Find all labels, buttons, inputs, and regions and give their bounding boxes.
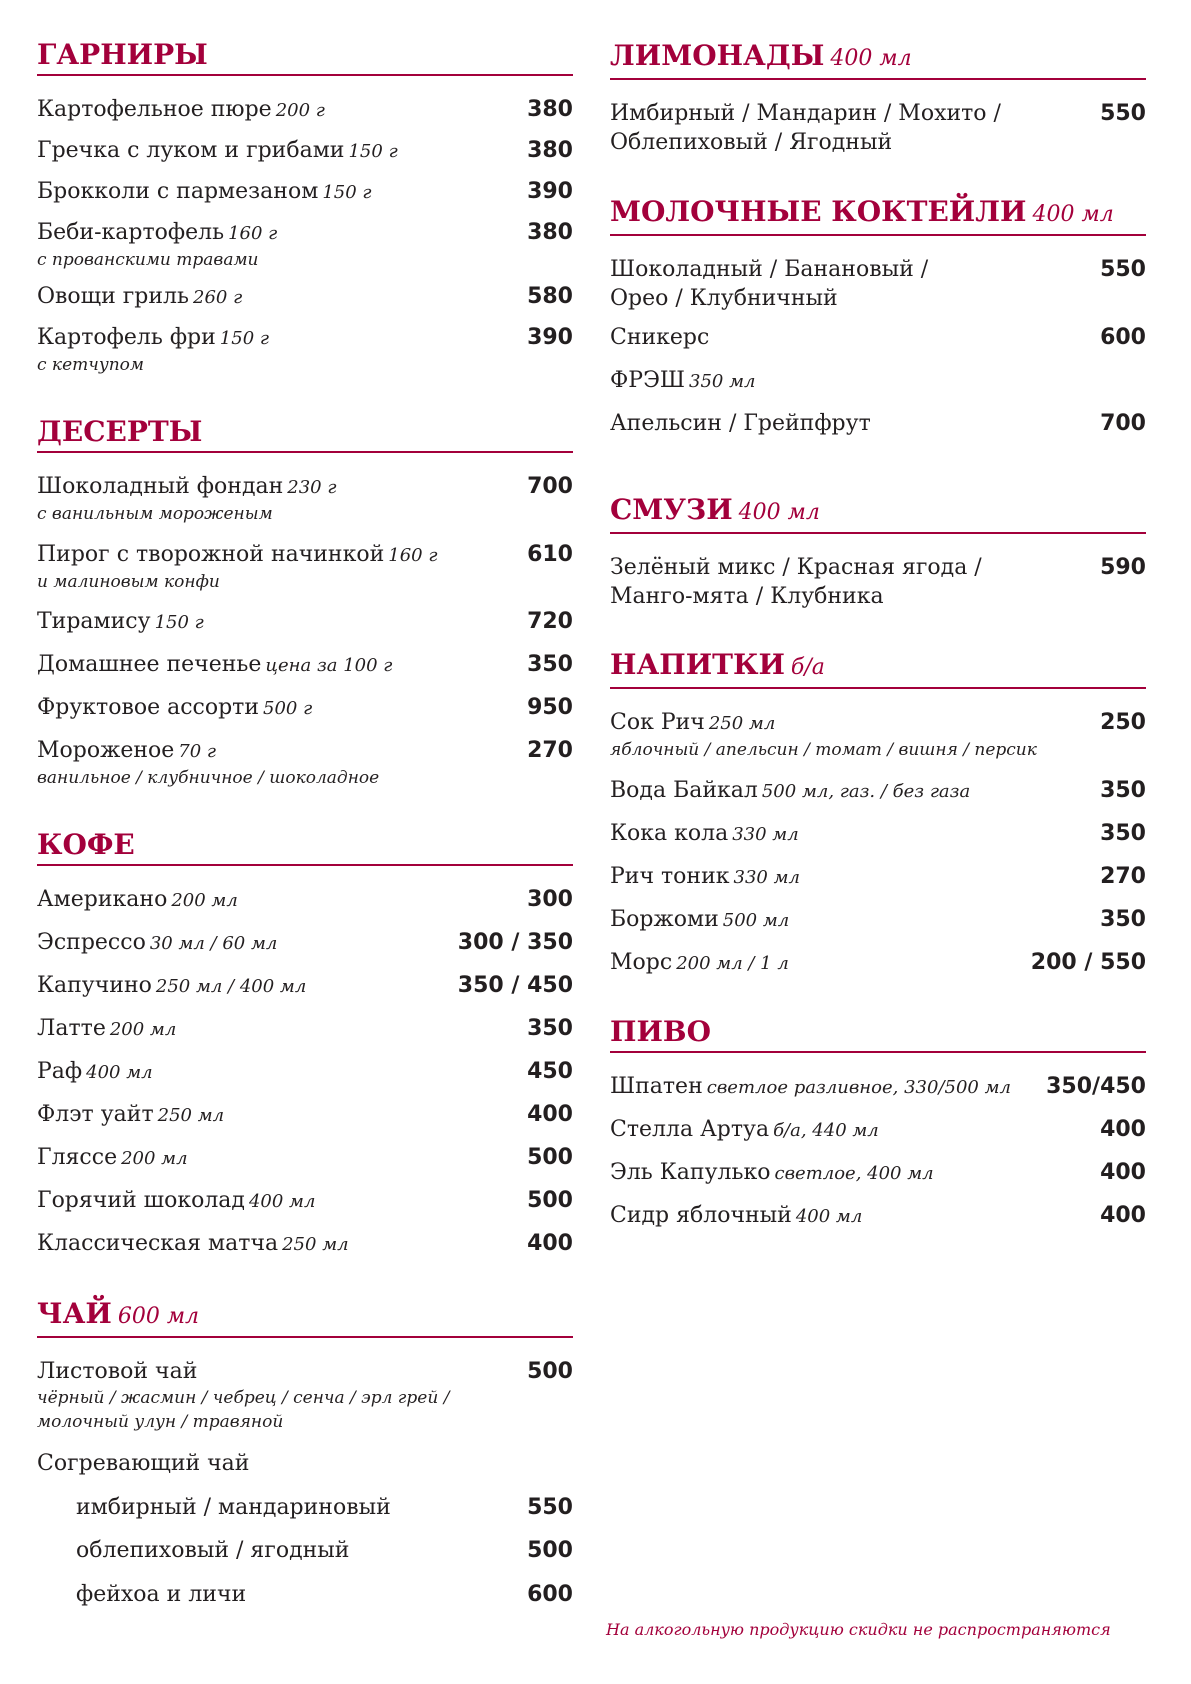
item-price: 350 / 450 — [457, 973, 573, 998]
section-garniry — [37, 38, 573, 375]
menu-item — [610, 820, 1146, 849]
menu-item — [610, 1202, 1146, 1231]
item-name: Картофель фри — [37, 325, 216, 350]
item-price: 270 — [1100, 864, 1146, 889]
item-name: Флэт уайт — [37, 1102, 154, 1127]
item-note: и малиновым конфи — [37, 572, 220, 592]
item-name-line2: Манго-мята / Клубника — [610, 584, 884, 609]
item-price: 600 — [527, 1582, 573, 1607]
item-name: Беби-картофель — [37, 220, 225, 245]
menu-item — [610, 410, 1146, 438]
item-name: Эспрессо — [37, 930, 146, 955]
item-price: 300 — [527, 887, 573, 912]
item-spec: 200 мл — [109, 1019, 177, 1040]
item-price: 350 — [1100, 778, 1146, 803]
menu-item — [37, 96, 573, 125]
menu-item — [610, 709, 1146, 762]
item-name: Апельсин / Грейпфрут — [610, 411, 871, 436]
menu-item — [37, 324, 573, 377]
menu-item — [37, 972, 573, 1001]
section-kofe — [37, 828, 573, 1256]
menu-item — [37, 1450, 573, 1478]
menu-item — [37, 1101, 573, 1130]
alcohol-discount-disclaimer: На алкогольную продукцию скидки не распространяются — [606, 1620, 1111, 1639]
item-note: молочный улун / травяной — [37, 1412, 284, 1432]
item-name: Боржоми — [610, 907, 719, 932]
item-spec: 160 г — [228, 223, 278, 244]
item-price: 390 — [527, 325, 573, 350]
section-header — [37, 830, 573, 866]
item-note: чёрный / жасмин / чебрец / сенча / эрл грей / — [37, 1388, 450, 1408]
item-spec: 250 мл — [708, 713, 776, 734]
item-price: 400 — [527, 1102, 573, 1127]
menu-item — [610, 256, 1146, 313]
section-title: ЧАЙ 600 мл — [37, 1297, 200, 1330]
item-name: Гляссе — [37, 1145, 118, 1170]
menu-item — [37, 1358, 573, 1434]
item-price: 380 — [527, 97, 573, 122]
section-chai — [37, 1297, 573, 1607]
menu-item — [610, 906, 1146, 935]
item-name: ФРЭШ — [610, 368, 686, 393]
item-spec: 330 мл — [732, 824, 799, 845]
item-price: 350/450 — [1046, 1074, 1146, 1099]
item-spec: 500 мл — [722, 910, 790, 931]
item-name: Пирог с творожной начинкой — [37, 542, 385, 567]
item-name: Шоколадный фондан — [37, 474, 284, 499]
item-price: 200 / 550 — [1030, 950, 1146, 975]
item-spec: 150 г — [154, 612, 204, 633]
menu-item — [37, 1494, 573, 1522]
item-note: с прованскими травами — [37, 250, 259, 270]
menu-item — [37, 1015, 573, 1044]
item-spec: 150 г — [219, 328, 269, 349]
item-name: Брокколи с пармезаном — [37, 179, 319, 204]
section-subtitle: 400 мл — [830, 46, 912, 71]
menu-item — [610, 949, 1146, 978]
section-limonady — [610, 39, 1146, 155]
item-spec: 200 мл — [171, 890, 238, 911]
menu-item — [37, 219, 573, 272]
item-spec: б/а, 440 мл — [773, 1120, 879, 1141]
item-note: с кетчупом — [37, 355, 144, 375]
item-spec: 400 мл — [248, 1191, 316, 1212]
item-spec: 500 г — [263, 698, 313, 719]
item-price: 950 — [527, 695, 573, 720]
section-smuzi — [610, 493, 1146, 609]
item-name: Стелла Артуа — [610, 1117, 770, 1142]
menu-item — [37, 886, 573, 915]
item-name: Овощи гриль — [37, 284, 190, 309]
item-note: яблочный / апельсин / томат / вишня / персик — [610, 740, 1037, 760]
section-header — [610, 195, 1146, 236]
item-price: 580 — [527, 284, 573, 309]
item-price: 500 — [527, 1188, 573, 1213]
item-name: Мороженое — [37, 738, 175, 763]
item-spec: 500 мл, газ. / без газа — [761, 781, 971, 802]
item-name: Горячий шоколад — [37, 1188, 245, 1213]
menu-item — [610, 367, 1146, 396]
item-price: 350 — [1100, 821, 1146, 846]
item-price: 500 — [527, 1145, 573, 1170]
section-header — [37, 417, 573, 453]
menu-item — [37, 1187, 573, 1216]
section-header — [37, 1297, 573, 1338]
item-note: ванильное / клубничное / шоколадное — [37, 768, 380, 788]
item-price: 550 — [1100, 101, 1146, 126]
menu-item — [37, 651, 573, 680]
menu-item — [610, 777, 1146, 806]
item-name: Капучино — [37, 973, 152, 998]
item-spec: светлое разливное, 330/500 мл — [706, 1077, 1011, 1098]
section-pivo — [610, 1015, 1146, 1228]
item-spec: 160 г — [388, 545, 438, 566]
menu-item — [37, 283, 573, 312]
item-price: 500 — [527, 1538, 573, 1563]
item-name: Сидр яблочный — [610, 1203, 792, 1228]
item-price: 350 — [527, 1016, 573, 1041]
section-subtitle: 600 мл — [117, 1304, 200, 1329]
item-price: 450 — [527, 1059, 573, 1084]
item-price: 390 — [527, 179, 573, 204]
section-subtitle: 400 мл — [1032, 202, 1114, 227]
item-price: 550 — [1100, 257, 1146, 282]
item-price: 380 — [527, 220, 573, 245]
menu-item — [37, 473, 573, 526]
section-title: КОФЕ — [37, 828, 135, 861]
menu-item — [37, 178, 573, 207]
menu-item — [610, 1116, 1146, 1145]
section-napitki — [610, 648, 1146, 975]
item-name-line2: Облепиховый / Ягодный — [610, 130, 893, 155]
item-name: Гречка с луком и грибами — [37, 138, 345, 163]
menu-item — [37, 929, 573, 958]
item-spec: 250 мл / 400 мл — [155, 976, 307, 997]
item-price: 550 — [527, 1495, 573, 1520]
item-spec: 30 мл / 60 мл — [149, 933, 278, 954]
menu-item — [37, 1144, 573, 1173]
section-subtitle: 400 мл — [738, 500, 820, 525]
item-spec: 400 мл — [795, 1206, 863, 1227]
item-name: Морс — [610, 950, 673, 975]
menu-item — [37, 1230, 573, 1259]
item-name: Имбирный / Мандарин / Мохито / — [610, 101, 1001, 126]
section-title: ДЕСЕРТЫ — [37, 415, 203, 448]
section-header — [610, 493, 1146, 534]
item-price: 600 — [1100, 325, 1146, 350]
item-spec: 250 мл — [157, 1105, 225, 1126]
item-price: 400 — [1100, 1160, 1146, 1185]
item-note: с ванильным мороженым — [37, 504, 273, 524]
menu-item — [610, 554, 1146, 611]
menu-item — [37, 541, 573, 594]
item-name: Кока кола — [610, 821, 729, 846]
item-name: Латте — [37, 1016, 106, 1041]
item-name: Зелёный микс / Красная ягода / — [610, 555, 982, 580]
section-header — [610, 648, 1146, 689]
item-price: 250 — [1100, 710, 1146, 735]
menu-item — [610, 1159, 1146, 1188]
item-name: Фруктовое ассорти — [37, 695, 260, 720]
item-spec: цена за 100 г — [265, 655, 393, 676]
item-name: Домашнее печенье — [37, 652, 262, 677]
item-price: 400 — [527, 1231, 573, 1256]
item-name: Американо — [37, 887, 168, 912]
item-name: имбирный / мандариновый — [76, 1495, 391, 1520]
section-title: ЛИМОНАДЫ 400 мл — [610, 39, 912, 72]
item-name: облепиховый / ягодный — [76, 1538, 350, 1563]
menu-item — [37, 737, 573, 790]
item-spec: 230 г — [287, 477, 337, 498]
item-name: фейхоа и личи — [76, 1582, 247, 1607]
menu-item — [37, 1537, 573, 1565]
item-spec: 330 мл — [733, 867, 800, 888]
item-spec: 150 г — [322, 182, 372, 203]
item-price: 610 — [527, 542, 573, 567]
item-price: 350 — [1100, 907, 1146, 932]
item-price: 350 — [527, 652, 573, 677]
item-name: Шпатен — [610, 1074, 703, 1099]
item-price: 380 — [527, 138, 573, 163]
menu-item — [37, 1581, 573, 1609]
item-spec: 200 мл — [121, 1148, 188, 1169]
item-price: 700 — [1100, 411, 1146, 436]
section-molochnye — [610, 195, 1146, 436]
item-price: 270 — [527, 738, 573, 763]
item-spec: 70 г — [178, 741, 217, 762]
item-name: Раф — [37, 1059, 83, 1084]
item-name: Эль Капулько — [610, 1160, 771, 1185]
section-subtitle: б/а — [790, 655, 825, 680]
item-price: 300 / 350 — [457, 930, 573, 955]
item-name: Согревающий чай — [37, 1451, 250, 1476]
item-price: 700 — [527, 474, 573, 499]
item-name-line2: Орео / Клубничный — [610, 286, 838, 311]
item-price: 720 — [527, 609, 573, 634]
item-spec: 150 г — [348, 141, 398, 162]
item-spec: 200 г — [275, 100, 325, 121]
section-header — [37, 40, 573, 76]
item-name: Картофельное пюре — [37, 97, 272, 122]
item-price: 400 — [1100, 1203, 1146, 1228]
item-name: Шоколадный / Банановый / — [610, 257, 929, 282]
item-name: Классическая матча — [37, 1231, 279, 1256]
menu-item — [37, 608, 573, 637]
section-header — [610, 1017, 1146, 1053]
menu-item — [610, 100, 1146, 157]
item-name: Рич тоник — [610, 864, 730, 889]
section-title: МОЛОЧНЫЕ КОКТЕЙЛИ 400 мл — [610, 195, 1114, 228]
item-spec: 250 мл — [282, 1234, 349, 1255]
section-title: СМУЗИ 400 мл — [610, 493, 820, 526]
item-spec: 260 г — [193, 287, 243, 308]
item-spec: 350 мл — [689, 371, 756, 392]
menu-item — [610, 324, 1146, 352]
section-header — [610, 39, 1146, 80]
item-name: Сок Рич — [610, 710, 705, 735]
item-spec: светлое, 400 мл — [774, 1163, 934, 1184]
item-price: 590 — [1100, 555, 1146, 580]
menu-item — [37, 137, 573, 166]
item-spec: 200 мл / 1 л — [676, 953, 789, 974]
item-spec: 400 мл — [86, 1062, 153, 1083]
item-price: 500 — [527, 1359, 573, 1384]
section-title: ГАРНИРЫ — [37, 38, 208, 71]
section-deserty — [37, 415, 573, 788]
item-name: Тирамису — [37, 609, 151, 634]
item-name: Вода Байкал — [610, 778, 758, 803]
menu-item — [37, 694, 573, 723]
section-title: ПИВО — [610, 1015, 711, 1048]
item-price: 400 — [1100, 1117, 1146, 1142]
section-title: НАПИТКИ б/а — [610, 648, 825, 681]
menu-item — [37, 1058, 573, 1087]
item-name: Листовой чай — [37, 1359, 198, 1384]
menu-item — [610, 863, 1146, 892]
menu-item — [610, 1073, 1146, 1102]
item-name: Сникерс — [610, 325, 710, 350]
